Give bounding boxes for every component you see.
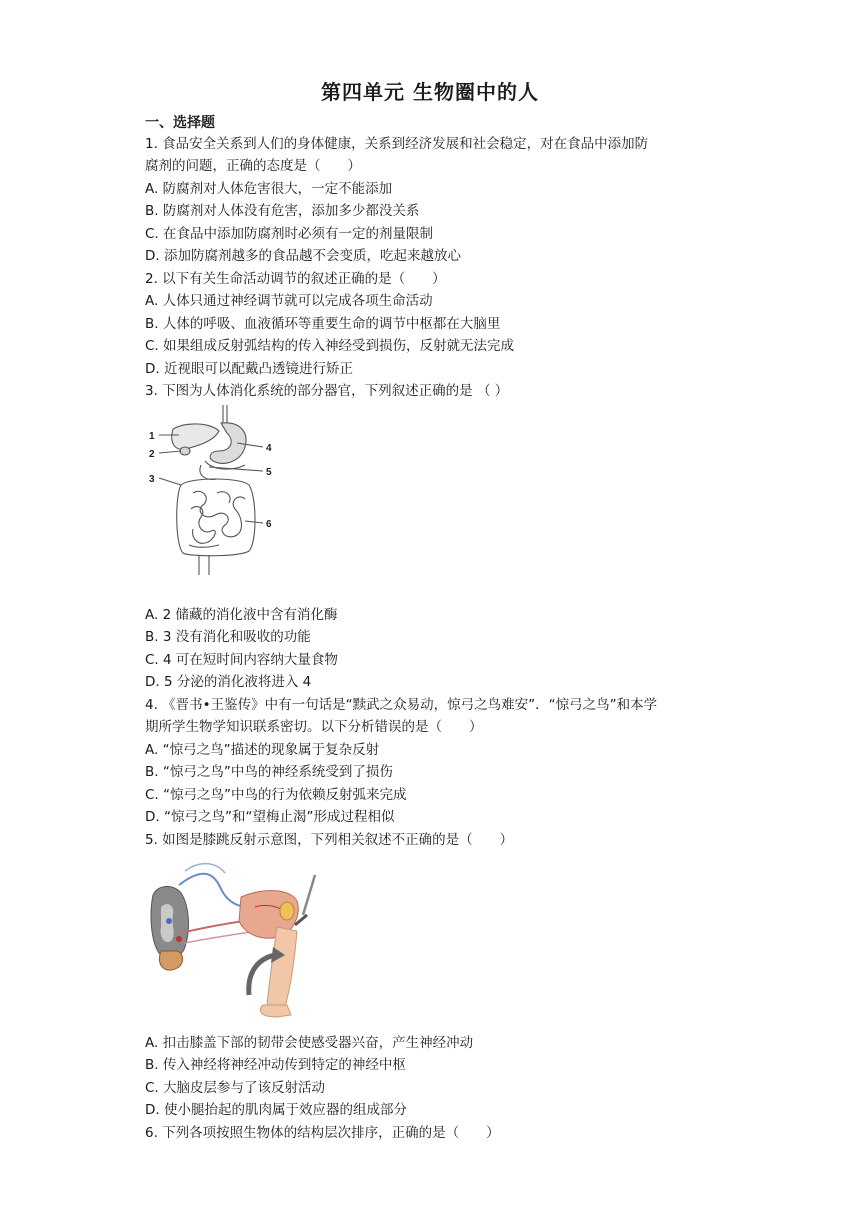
digestive-label-3: 3 — [149, 474, 155, 485]
question-2-option-c: C. 如果组成反射弧结构的传入神经受到损伤，反射就无法完成 — [145, 338, 515, 354]
question-1-option-a: A. 防腐剂对人体危害很大，一定不能添加 — [145, 181, 393, 197]
question-4-stem-line-2: 期所学生物学知识联系密切。以下分析错误的是（ ） — [145, 719, 483, 735]
digestive-label-2: 2 — [149, 449, 155, 460]
question-3-stem: 3. 下图为人体消化系统的部分器官，下列叙述正确的是 （ ） — [145, 383, 509, 399]
question-4-option-d: D. “惊弓之鸟”和“望梅止渴”形成过程相似 — [145, 809, 395, 825]
question-2-stem: 2. 以下有关生命活动调节的叙述正确的是（ ） — [145, 271, 446, 287]
question-3-option-d: D. 5 分泌的消化液将进入 4 — [145, 674, 312, 690]
question-2-option-b: B. 人体的呼吸、血液循环等重要生命的调节中枢都在大脑里 — [145, 316, 501, 332]
question-4-option-b: B. “惊弓之鸟”中鸟的神经系统受到了损伤 — [145, 764, 393, 780]
question-5-stem: 5. 如图是膝跳反射示意图，下列相关叙述不正确的是（ ） — [145, 832, 514, 848]
digestive-label-4: 4 — [266, 443, 272, 454]
question-1-stem-line-1: 1. 食品安全关系到人们的身体健康，关系到经济发展和社会稳定，对在食品中添加防 — [145, 136, 649, 152]
question-5-option-a: A. 扣击膝盖下部的韧带会使感受器兴奋，产生神经冲动 — [145, 1035, 474, 1051]
question-5-option-b: B. 传入神经将神经冲动传到特定的神经中枢 — [145, 1057, 406, 1073]
digestive-label-5: 5 — [266, 467, 272, 478]
question-1-option-d: D. 添加防腐剂越多的食品越不会变质，吃起来越放心 — [145, 248, 461, 264]
question-1-stem-line-2: 腐剂的问题，正确的态度是（ ） — [145, 158, 361, 174]
question-1-option-b: B. 防腐剂对人体没有危害，添加多少都没关系 — [145, 203, 420, 219]
digestive-system-figure — [145, 405, 280, 580]
question-5-option-d: D. 使小腿抬起的肌肉属于效应器的组成部分 — [145, 1102, 407, 1118]
digestive-label-1: 1 — [149, 431, 155, 442]
question-5-option-c: C. 大脑皮层参与了该反射活动 — [145, 1080, 326, 1096]
question-3-option-a: A. 2 储藏的消化液中含有消化酶 — [145, 607, 338, 623]
question-4-option-c: C. “惊弓之鸟”中鸟的行为依赖反射弧来完成 — [145, 787, 407, 803]
question-2-option-d: D. 近视眼可以配戴凸透镜进行矫正 — [145, 361, 353, 377]
question-6-stem: 6. 下列各项按照生物体的结构层次排序，正确的是（ ） — [145, 1125, 500, 1141]
knee-jerk-reflex-figure — [145, 855, 345, 1020]
digestive-label-6: 6 — [266, 519, 272, 530]
question-2-option-a: A. 人体只通过神经调节就可以完成各项生命活动 — [145, 293, 433, 309]
page-title: 第四单元 生物圈中的人 — [321, 80, 539, 104]
section-heading: 一、选择题 — [145, 115, 215, 131]
question-4-stem-line-1: 4. 《晋书•王鉴传》中有一句话是“黩武之众易动，惊弓之鸟难安”．“惊弓之鸟”和本学 — [145, 697, 658, 713]
question-1-option-c: C. 在食品中添加防腐剂时必须有一定的剂量限制 — [145, 226, 434, 242]
question-4-option-a: A. “惊弓之鸟”描述的现象属于复杂反射 — [145, 742, 380, 758]
question-3-option-c: C. 4 可在短时间内容纳大量食物 — [145, 652, 338, 668]
question-3-option-b: B. 3 没有消化和吸收的功能 — [145, 629, 311, 645]
